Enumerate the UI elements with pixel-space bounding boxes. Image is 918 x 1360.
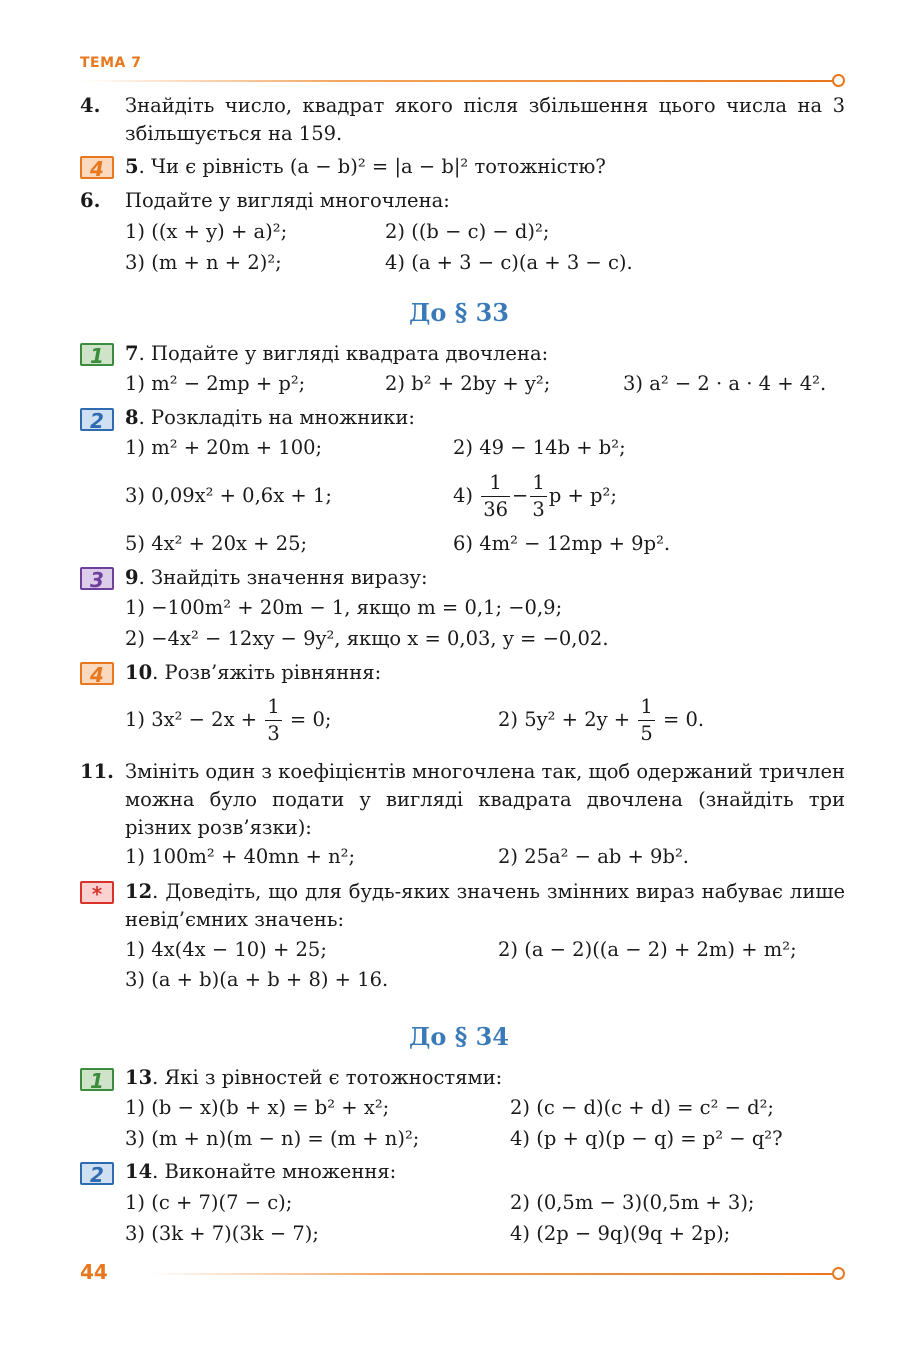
exercise-8: 8. Розкладіть на множники: xyxy=(125,406,415,429)
exercise-text: Виконайте множення: xyxy=(164,1160,397,1183)
ex6-item-3: 3) (m + n + 2)²; xyxy=(125,251,282,274)
exercise-number: 10 xyxy=(125,661,153,684)
exercise-4 xyxy=(80,92,845,148)
ex13-item-2: 2) (c − d)(c + d) = c² − d²; xyxy=(510,1096,775,1119)
exercise-text: Знайдіть значення виразу: xyxy=(150,566,428,589)
ex11-item-2: 2) 25a² − ab + 9b². xyxy=(498,845,689,868)
ex12-item-2: 2) (a − 2)((a − 2) + 2m) + m²; xyxy=(498,938,797,961)
ex8-item-4: 4) $\frac{1}{36}$ − $\frac{1}{3}$ p + p²; xyxy=(453,471,617,521)
exercise-text: Знайдіть число, квадрат якого після збільшення цього числа на 3 збільшується на 159. xyxy=(125,94,845,145)
exercise-text: Розкладіть на множники: xyxy=(150,406,415,429)
difficulty-star-badge: * xyxy=(80,881,114,904)
exercise-6 xyxy=(80,187,845,215)
fraction-1-5: $\frac{1}{5}$ xyxy=(640,695,653,745)
exercise-number: 8 xyxy=(125,406,139,429)
level-2-badge: 2 xyxy=(80,408,114,431)
ex8-item-2: 2) 49 − 14b + b²; xyxy=(453,436,626,459)
exercise-13: 13. Які з рівностей є тотожностями: xyxy=(125,1066,503,1089)
ex6-item-4: 4) (a + 3 − c)(a + 3 − c). xyxy=(385,251,633,274)
exercise-text: Змініть один з коефіцієнтів многочлена так, щоб одержаний тричлен можна було подати у вигляді квадрата двочлена (знайдіть три різних розв’язки): xyxy=(125,760,845,839)
level-4-badge: 4 xyxy=(80,156,114,179)
level-1-badge: 1 xyxy=(80,1068,114,1091)
ex10-item-1: 1) 3x² − 2x + $\frac{1}{3}$ = 0; xyxy=(125,695,332,745)
section-heading-33: До § 33 xyxy=(408,298,509,327)
exercise-number: 6. xyxy=(80,189,101,212)
section-heading-34: До § 34 xyxy=(408,1022,509,1051)
exercise-text: Доведіть, що для будь-яких значень змінних вираз набуває лише невід’ємних значень: xyxy=(125,880,845,931)
ex7-item-2: 2) b² + 2by + y²; xyxy=(385,372,551,395)
ex8-item-5: 5) 4x² + 20x + 25; xyxy=(125,532,308,555)
ex6-item-1: 1) ((x + y) + a)²; xyxy=(125,220,288,243)
exercise-number: 12 xyxy=(125,880,153,903)
ex11-item-1: 1) 100m² + 40mn + n²; xyxy=(125,845,356,868)
topic-label: ТЕМА 7 xyxy=(80,55,142,71)
level-1-badge: 1 xyxy=(80,343,114,366)
item-label: 4) xyxy=(453,484,474,507)
ex13-item-3: 3) (m + n)(m − n) = (m + n)²; xyxy=(125,1127,420,1150)
exercise-number: 5 xyxy=(125,155,139,178)
ex14-item-1: 1) (c + 7)(7 − c); xyxy=(125,1191,293,1214)
level-2-badge: 2 xyxy=(80,1162,114,1185)
footer-rule-end-circle xyxy=(832,1267,845,1280)
exercise-number: 11. xyxy=(80,760,114,783)
header-rule-end-circle xyxy=(832,74,845,87)
ex8-item-3: 3) 0,09x² + 0,6x + 1; xyxy=(125,484,332,507)
exercise-number: 9 xyxy=(125,566,139,589)
fraction-1-3: $\frac{1}{3}$ xyxy=(532,471,545,521)
ex10-item-2: 2) 5y² + 2y + $\frac{1}{5}$ = 0. xyxy=(498,695,705,745)
level-4-badge: 4 xyxy=(80,662,114,685)
exercise-number: 4. xyxy=(80,94,101,117)
ex9-item-1: 1) −100m² + 20m − 1, якщо m = 0,1; −0,9; xyxy=(125,596,563,619)
page-number: 44 xyxy=(80,1260,108,1284)
ex14-item-3: 3) (3k + 7)(3k − 7); xyxy=(125,1222,319,1245)
exercise-number: 7 xyxy=(125,342,139,365)
exercise-10: 10. Розв’яжіть рівняння: xyxy=(125,661,382,684)
ex8-item-6: 6) 4m² − 12mp + 9p². xyxy=(453,532,671,555)
exercise-7: 7. Подайте у вигляді квадрата двочлена: xyxy=(125,342,549,365)
exercise-11 xyxy=(80,758,845,842)
exercise-text: Подайте у вигляді многочлена: xyxy=(125,189,450,212)
ex13-item-4: 4) (p + q)(p − q) = p² − q²? xyxy=(510,1127,783,1150)
exercise-14: 14. Виконайте множення: xyxy=(125,1160,397,1183)
ex6-item-2: 2) ((b − c) − d)²; xyxy=(385,220,550,243)
ex13-item-1: 1) (b − x)(b + x) = b² + x²; xyxy=(125,1096,390,1119)
ex14-item-2: 2) (0,5m − 3)(0,5m + 3); xyxy=(510,1191,755,1214)
exercise-5: 5. Чи є рівність (a − b)² = |a − b|² тотожністю? xyxy=(125,155,606,178)
fraction-1-36: $\frac{1}{36}$ xyxy=(483,471,509,521)
exercise-number: 14 xyxy=(125,1160,153,1183)
header-rule xyxy=(80,80,832,82)
exercise-text: Подайте у вигляді квадрата двочлена: xyxy=(150,342,549,365)
fraction-1-3: $\frac{1}{3}$ xyxy=(267,695,280,745)
exercise-text: Які з рівностей є тотожностями: xyxy=(164,1066,503,1089)
ex7-item-3: 3) a² − 2 · a · 4 + 4². xyxy=(623,372,827,395)
ex14-item-4: 4) (2p − 9q)(9q + 2p); xyxy=(510,1222,731,1245)
ex9-item-2: 2) −4x² − 12xy − 9y², якщо x = 0,03, y = −0,02. xyxy=(125,627,609,650)
ex7-item-1: 1) m² − 2mp + p²; xyxy=(125,372,306,395)
exercise-12: 12. Доведіть, що для будь-яких значень змінних вираз набуває лише невід’ємних значень: xyxy=(125,880,845,931)
exercise-number: 13 xyxy=(125,1066,153,1089)
exercise-9: 9. Знайдіть значення виразу: xyxy=(125,566,428,589)
ex8-item-1: 1) m² + 20m + 100; xyxy=(125,436,323,459)
footer-rule xyxy=(150,1273,832,1275)
ex12-item-3: 3) (a + b)(a + b + 8) + 16. xyxy=(125,968,389,991)
level-3-badge: 3 xyxy=(80,567,114,590)
exercise-text: Чи є рівність (a − b)² = |a − b|² тотожністю? xyxy=(150,155,606,178)
ex12-item-1: 1) 4x(4x − 10) + 25; xyxy=(125,938,327,961)
exercise-text: Розв’яжіть рівняння: xyxy=(164,661,382,684)
